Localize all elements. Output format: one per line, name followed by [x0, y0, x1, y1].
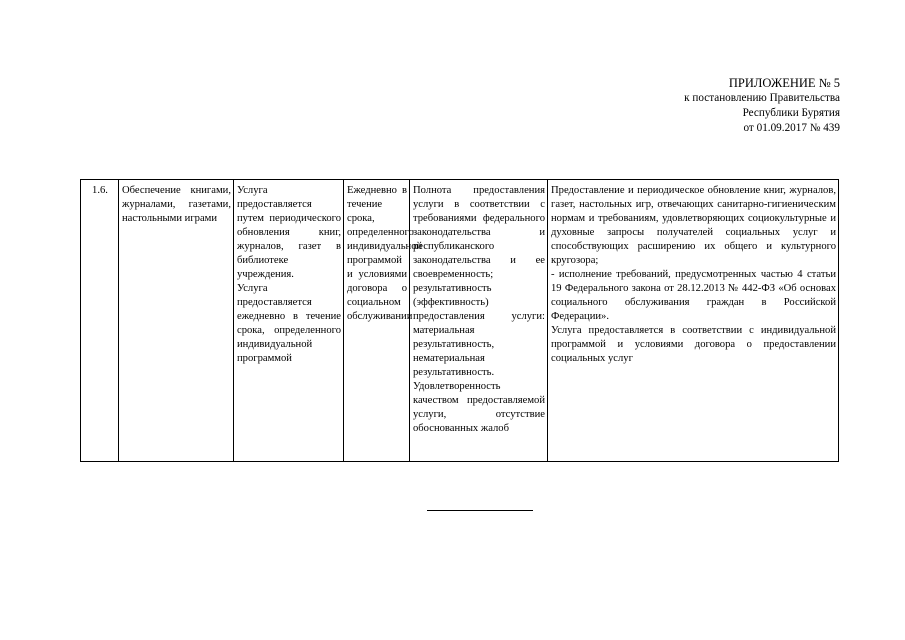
- header-line-3: от 01.09.2017 № 439: [743, 122, 840, 134]
- conditions-paragraph: - исполнение требований, предусмотренных частью 4 статьи 19 Федерального закона от 28.12.2013 № 442-ФЗ «Об основах социального обслуживания граждан в Российской Федерации».: [551, 269, 836, 322]
- description-paragraph: Услуга предоставляется ежедневно в течение срока, определенного индивидуальной программой: [237, 283, 341, 364]
- conditions-paragraph: Предоставление и периодическое обновление книг, журналов, газет, настольных игр, отвечающих санитарно-гигиеническим нормам и требованиям, удовлетворяющих социокультурные и духовные запросы получателей социальных услуг и способствующих расширению их общего и культурного кругозора;: [551, 185, 836, 266]
- appendix-title: ПРИЛОЖЕНИЕ № 5: [728, 76, 840, 90]
- table-row: [81, 180, 839, 462]
- header-line-2: Республики Бурятия: [742, 107, 840, 119]
- footer-divider: [427, 510, 533, 511]
- row-number-cell: [81, 180, 119, 462]
- service-name-cell: [119, 180, 234, 462]
- row-number: 1.6.: [92, 185, 108, 196]
- indicators-cell: [410, 180, 548, 462]
- service-description-cell: [234, 180, 344, 462]
- document-header: [684, 75, 840, 136]
- description-paragraph: Услуга предоставляется путем периодического обновления книг, журналов, газет в библиотеке учреждения.: [237, 185, 341, 280]
- indicators-text: Полнота предоставления услуги в соответствии с требованиями федерального законодательства и республиканского законодательства и ее своевременность; результативность (эффективность) предоставления услуги: материальная результативность, нематериальная результативность. Удовлетворенность качеством предоставляемой услуги, отсутствие обоснованных жалоб: [413, 185, 545, 434]
- conditions-cell: [548, 180, 839, 462]
- period-cell: [344, 180, 423, 462]
- service-name: Обеспечение книгами, журналами, газетами, настольными играми: [122, 185, 231, 224]
- header-line-1: к постановлению Правительства: [684, 92, 840, 104]
- conditions-paragraph: Услуга предоставляется в соответствии с индивидуальной программой и условиями договора о предоставлении социальных услуг: [551, 325, 836, 364]
- services-table: [80, 179, 839, 462]
- period-text: Ежедневно в течение срока, определенного индивидуальной программой и условиями договора о социальном обслуживании: [347, 185, 423, 322]
